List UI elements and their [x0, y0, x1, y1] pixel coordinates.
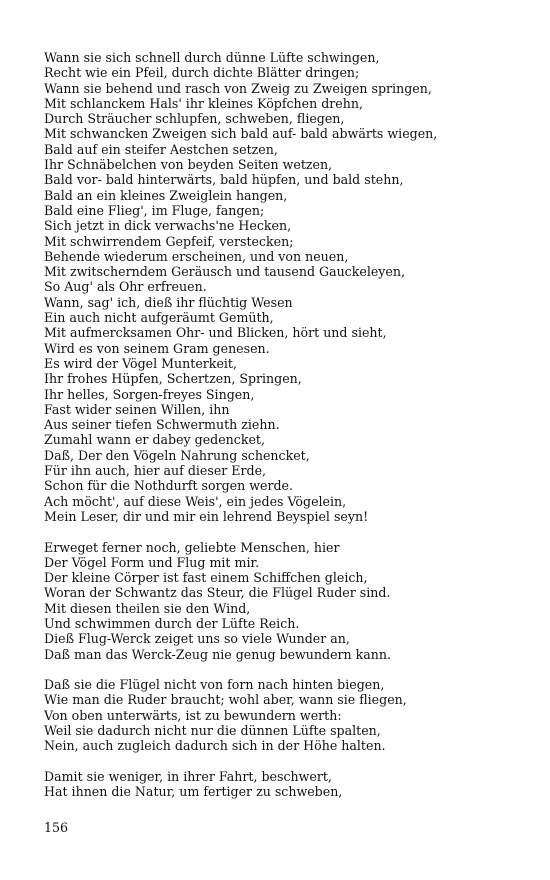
verse-line: Wann sie behend und rasch von Zweig zu Zweigen springen, [44, 80, 432, 96]
page-number: 156 [44, 820, 69, 835]
verse-line: So Aug' als Ohr erfreuen. [44, 279, 207, 295]
verse-line: Mit zwitscherndem Geräusch und tausend Gauckeleyen, [44, 264, 405, 280]
verse-line: Recht wie ein Pfeil, durch dichte Blätter dringen; [44, 65, 360, 81]
verse-line: Daß man das Werck-Zeug nie genug bewundern kann. [44, 646, 392, 662]
verse-line: Erweget ferner noch, geliebte Menschen, hier [44, 539, 340, 555]
verse-line: Mit schwancken Zweigen sich bald auf- bald abwärts wiegen, [44, 126, 438, 142]
verse-line: Hat ihnen die Natur, um fertiger zu schweben, [44, 784, 343, 800]
stanza-4 [44, 769, 534, 800]
verse-line: Damit sie weniger, in ihrer Fahrt, beschwert, [44, 768, 332, 784]
verse-line: Wird es von seinem Gram genesen. [44, 340, 270, 356]
verse-line: Ein auch nicht aufgeräumt Gemüth, [44, 310, 274, 326]
stanza-1 [44, 50, 534, 524]
verse-line: Durch Sträucher schlupfen, schweben, fliegen, [44, 111, 345, 127]
verse-line: Mein Leser, dir und mir ein lehrend Beyspiel seyn! [44, 508, 369, 524]
verse-line: Dieß Flug-Werck zeiget uns so viele Wunder an, [44, 631, 350, 647]
verse-line: Der Vögel Form und Flug mit mir. [44, 554, 260, 570]
poem-text [44, 50, 534, 815]
stanza-3 [44, 677, 534, 753]
verse-line: Für ihn auch, hier auf dieser Erde, [44, 463, 267, 479]
verse-line: Wie man die Ruder braucht; wohl aber, wann sie fliegen, [44, 692, 407, 708]
verse-line: Und schwimmen durch der Lüfte Reich. [44, 615, 300, 631]
verse-line: Mit schwirrendem Gepfeif, verstecken; [44, 233, 294, 249]
verse-line: Mit diesen theilen sie den Wind, [44, 600, 251, 616]
verse-line: Bald an ein kleines Zweiglein hangen, [44, 187, 288, 203]
verse-line: Bald auf ein steifer Aestchen setzen, [44, 141, 278, 157]
verse-line: Zumahl wann er dabey gedencket, [44, 432, 265, 448]
stanza-2 [44, 540, 534, 662]
verse-line: Der kleine Cörper ist fast einem Schiffchen gleich, [44, 570, 368, 586]
verse-line: Ihr frohes Hüpfen, Schertzen, Springen, [44, 371, 302, 387]
verse-line: Aus seiner tiefen Schwermuth ziehn. [44, 417, 280, 433]
verse-line: Nein, auch zugleich dadurch sich in der Höhe halten. [44, 738, 386, 754]
verse-line: Mit schlanckem Hals' ihr kleines Köpfchen drehn, [44, 95, 363, 111]
verse-line: Von oben unterwärts, ist zu bewundern werth: [44, 707, 342, 723]
verse-line: Woran der Schwantz das Steur, die Flügel Ruder sind. [44, 585, 391, 601]
verse-line: Fast wider seinen Willen, ihn [44, 401, 230, 417]
verse-line: Wann sie sich schnell durch dünne Lüfte schwingen, [44, 50, 380, 65]
verse-line: Bald eine Flieg', im Fluge, fangen; [44, 202, 265, 218]
verse-line: Es wird der Vögel Munterkeit, [44, 355, 237, 371]
verse-line: Bald vor- bald hinterwärts, bald hüpfen, und bald stehn, [44, 172, 404, 188]
verse-line: Ihr helles, Sorgen-freyes Singen, [44, 386, 255, 402]
verse-line: Daß, Der den Vögeln Nahrung schencket, [44, 447, 310, 463]
verse-line: Ihr Schnäbelchen von beyden Seiten wetzen, [44, 157, 333, 173]
verse-line: Weil sie dadurch nicht nur die dünnen Lüfte spalten, [44, 723, 381, 739]
verse-line: Behende wiederum erscheinen, und von neuen, [44, 248, 349, 264]
verse-line: Sich jetzt in dick verwachs'ne Hecken, [44, 218, 292, 234]
verse-line: Ach möcht', auf diese Weis', ein jedes Vögelein, [44, 493, 347, 509]
verse-line: Daß sie die Flügel nicht von forn nach hinten biegen, [44, 677, 385, 693]
verse-line: Schon für die Nothdurft sorgen werde. [44, 478, 293, 494]
verse-line: Wann, sag' ich, dieß ihr flüchtig Wesen [44, 294, 293, 310]
verse-line: Mit aufmercksamen Ohr- und Blicken, hört und sieht, [44, 325, 387, 341]
